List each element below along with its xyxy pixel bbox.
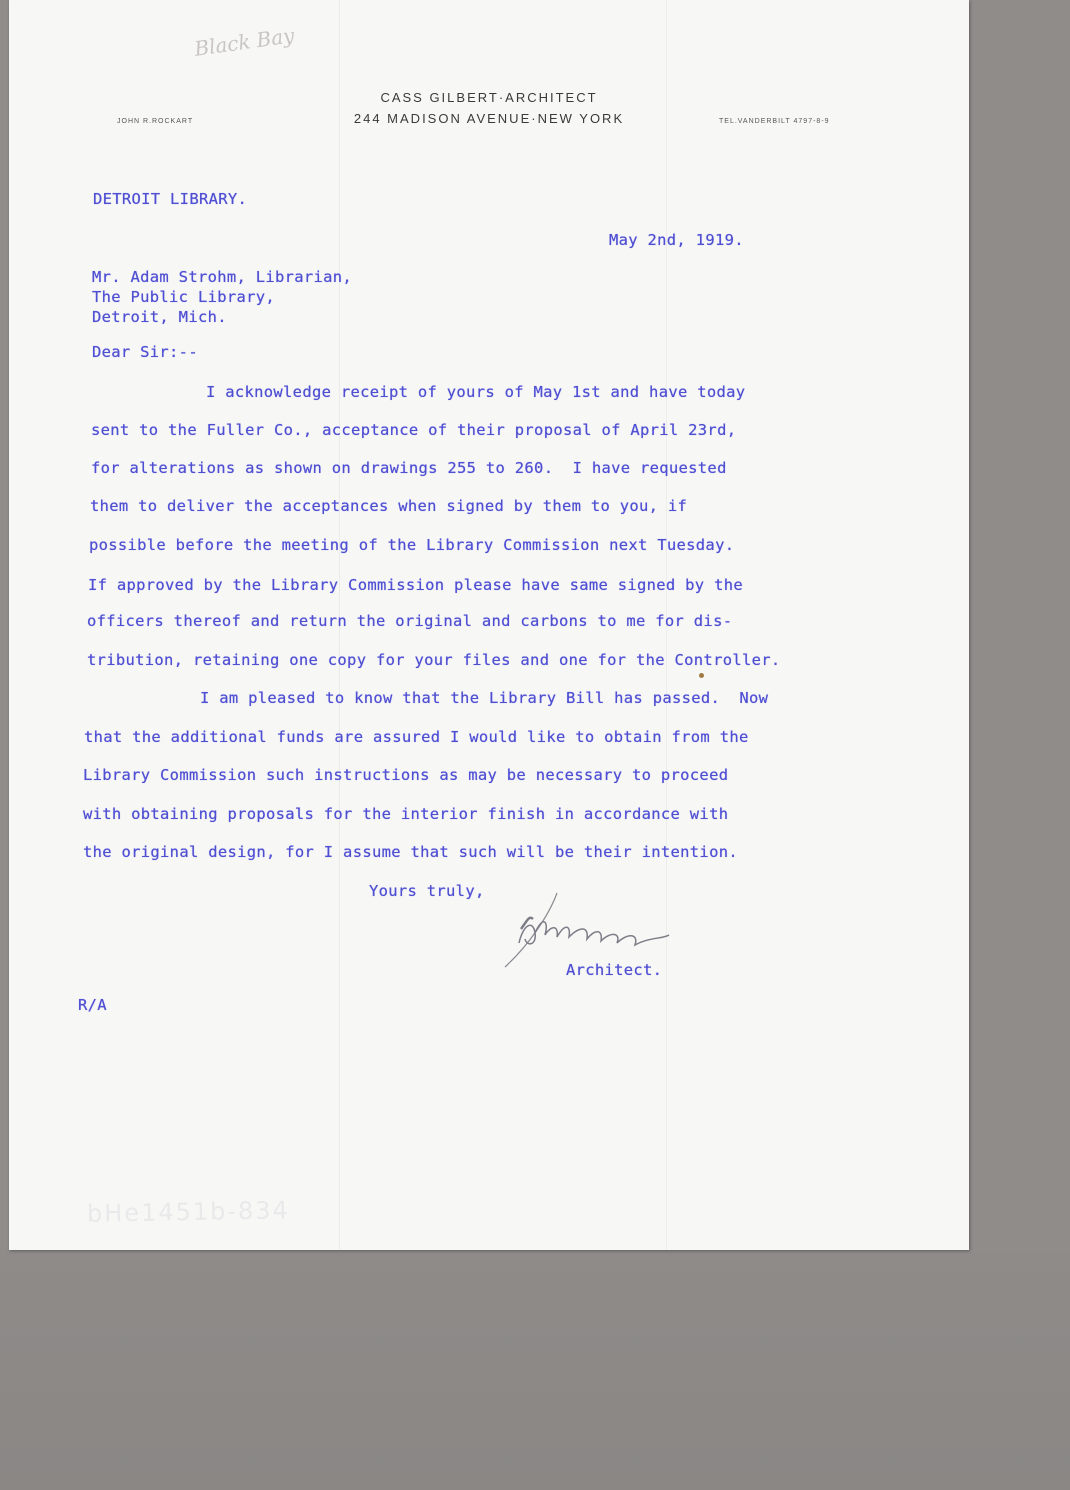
letterhead-firm: CASS GILBERT·ARCHITECT (380, 90, 598, 105)
body-line: with obtaining proposals for the interior finish in accordance with (83, 805, 729, 823)
body-line: tribution, retaining one copy for your files and one for the Controller. (87, 651, 781, 669)
body-line: I am pleased to know that the Library Bill has passed. Now (200, 689, 769, 707)
recipient-line: Mr. Adam Strohm, Librarian, (92, 268, 353, 286)
recipient-line: The Public Library, (92, 288, 276, 306)
signature-title: Architect. (566, 961, 663, 979)
letter-page (9, 0, 969, 1250)
body-line: the original design, for I assume that such will be their intention. (83, 843, 738, 861)
body-line: for alterations as shown on drawings 255 to 260. I have requested (91, 459, 727, 477)
backing-board (0, 1252, 1070, 1490)
letter-date: May 2nd, 1919. (609, 231, 744, 249)
body-line: sent to the Fuller Co., acceptance of their proposal of April 23rd, (91, 421, 737, 439)
closing: Yours truly, (369, 882, 485, 900)
body-line: them to deliver the acceptances when signed by them to you, if (90, 497, 688, 515)
ink-spot (699, 673, 704, 678)
letterhead-associate: JOHN R.ROCKART (117, 118, 194, 125)
salutation: Dear Sir:-- (92, 343, 198, 361)
body-line: If approved by the Library Commission please have same signed by the (88, 576, 743, 594)
catalog-stamp: bHe1451b-834 (86, 1196, 291, 1228)
body-line: Library Commission such instructions as may be necessary to proceed (83, 766, 729, 784)
letterhead-address: 244 MADISON AVENUE·NEW YORK (353, 111, 625, 126)
recipient-line: Detroit, Mich. (92, 308, 227, 326)
letterhead-telephone: TEL.VANDERBILT 4797-8-9 (719, 118, 830, 125)
body-line: officers thereof and return the original and carbons to me for dis- (87, 612, 733, 630)
typist-initials: R/A (78, 996, 107, 1014)
body-line: that the additional funds are assured I would like to obtain from the (84, 728, 749, 746)
pencil-note: Black Bay (192, 23, 296, 61)
signature-image (499, 885, 689, 970)
body-line: I acknowledge receipt of yours of May 1st and have today (206, 383, 746, 401)
letter-subject: DETROIT LIBRARY. (93, 190, 248, 208)
body-line: possible before the meeting of the Library Commission next Tuesday. (89, 536, 735, 554)
